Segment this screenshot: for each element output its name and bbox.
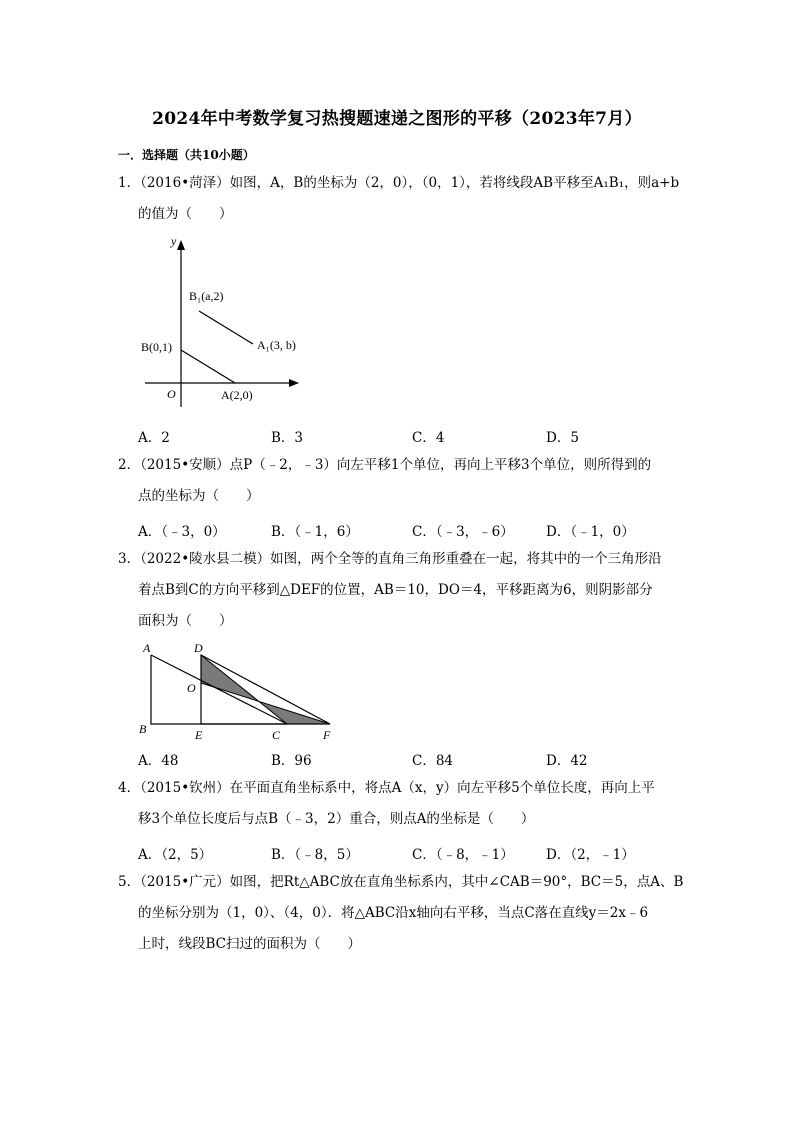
question-1-option-b[interactable]: B．3 xyxy=(271,430,304,446)
point-b1-label: B₁(a,2) xyxy=(189,289,224,303)
question-5-line2: 的坐标分别为（1，0）、（4，0）．将△ABC沿x轴向右平移，当点C落在直线y＝2x﹣6 xyxy=(138,905,649,921)
question-4-option-d[interactable]: D．（2，﹣1） xyxy=(546,847,635,863)
point-b-label: B(0,1) xyxy=(141,340,172,354)
question-5 xyxy=(118,867,688,960)
question-2-line1: 2．（2015•安顺）点P（﹣2，﹣3）向左平移1个单位，再向上平移3个单位，则所得到的 xyxy=(118,457,652,473)
question-3-option-c[interactable]: C．84 xyxy=(412,753,454,769)
question-2-option-b[interactable]: B．（﹣1，6） xyxy=(271,524,359,540)
segment-a1b1 xyxy=(199,311,253,344)
question-1-line1: 1．（2016•菏泽）如图，A，B的坐标为（2，0），（0，1），若将线段AB平移至A₁B₁，则a+b xyxy=(118,175,680,191)
question-3-line1: 3．（2022•陵水县二模）如图，两个全等的直角三角形重叠在一起，将其中的一个三角形沿 xyxy=(118,551,662,567)
label-d: D xyxy=(194,641,203,655)
question-4-option-a[interactable]: A．（2，5） xyxy=(138,847,213,863)
question-3-option-d[interactable]: D．42 xyxy=(546,753,588,769)
question-1-option-c[interactable]: C．4 xyxy=(412,430,445,446)
question-2-options xyxy=(138,520,698,540)
question-1 xyxy=(118,168,688,230)
question-4-option-c[interactable]: C．（﹣8，﹣1） xyxy=(412,847,514,863)
segment-ab xyxy=(181,350,235,383)
question-1-option-d[interactable]: D．5 xyxy=(546,430,579,446)
question-2-line2: 点的坐标为（ ） xyxy=(138,488,260,504)
figure-coordinate-plane xyxy=(135,232,315,410)
label-b: B xyxy=(139,722,147,736)
question-3-options xyxy=(138,749,698,769)
question-5-line3: 上时，线段BC扫过的面积为（ ） xyxy=(138,936,362,952)
figure-triangles xyxy=(135,638,345,744)
question-4-line2: 移3个单位长度后与点B（﹣3，2）重合，则点A的坐标是（ ） xyxy=(138,811,535,827)
question-3-line2: 着点B到C的方向平移到△DEF的位置，AB＝10，DO＝4，平移距离为6，则阴影部分 xyxy=(138,582,653,598)
question-4-option-b[interactable]: B．（﹣8，5） xyxy=(271,847,359,863)
label-c: C xyxy=(272,728,281,742)
origin-label: O xyxy=(167,387,176,401)
y-axis-label: y xyxy=(171,234,177,248)
point-a-label: A(2,0) xyxy=(221,388,253,402)
label-o: O xyxy=(187,681,196,695)
question-3 xyxy=(118,544,688,637)
question-2 xyxy=(118,450,688,512)
question-3-line3: 面积为（ ） xyxy=(138,613,233,629)
label-a: A xyxy=(143,641,151,655)
question-2-option-c[interactable]: C．（﹣3，﹣6） xyxy=(412,524,514,540)
question-1-options xyxy=(138,426,698,446)
point-a1-label: A₁(3, b) xyxy=(257,338,296,352)
question-5-line1: 5．（2015•广元）如图，把Rt△ABC放在直角坐标系内，其中∠CAB＝90°，BC＝5，点A、B xyxy=(118,874,684,890)
question-3-option-a[interactable]: A．48 xyxy=(138,753,179,769)
section-heading: 一．选择题（共10小题） xyxy=(118,148,255,162)
question-3-option-b[interactable]: B．96 xyxy=(271,753,312,769)
label-f: F xyxy=(323,728,331,742)
question-1-option-a[interactable]: A．2 xyxy=(138,430,170,446)
question-2-option-d[interactable]: D．（﹣1，0） xyxy=(546,524,635,540)
label-e: E xyxy=(195,728,203,742)
page-title: 2024年中考数学复习热搜题速递之图形的平移（2023年7月） xyxy=(152,109,642,129)
question-4-line1: 4．（2015•钦州）在平面直角坐标系中，将点A（x，y）向左平移5个单位长度，再向上平 xyxy=(118,780,655,796)
question-1-line2: 的值为（ ） xyxy=(138,206,233,222)
question-2-option-a[interactable]: A．（﹣3，0） xyxy=(138,524,226,540)
question-4 xyxy=(118,773,688,835)
question-4-options xyxy=(138,843,698,863)
